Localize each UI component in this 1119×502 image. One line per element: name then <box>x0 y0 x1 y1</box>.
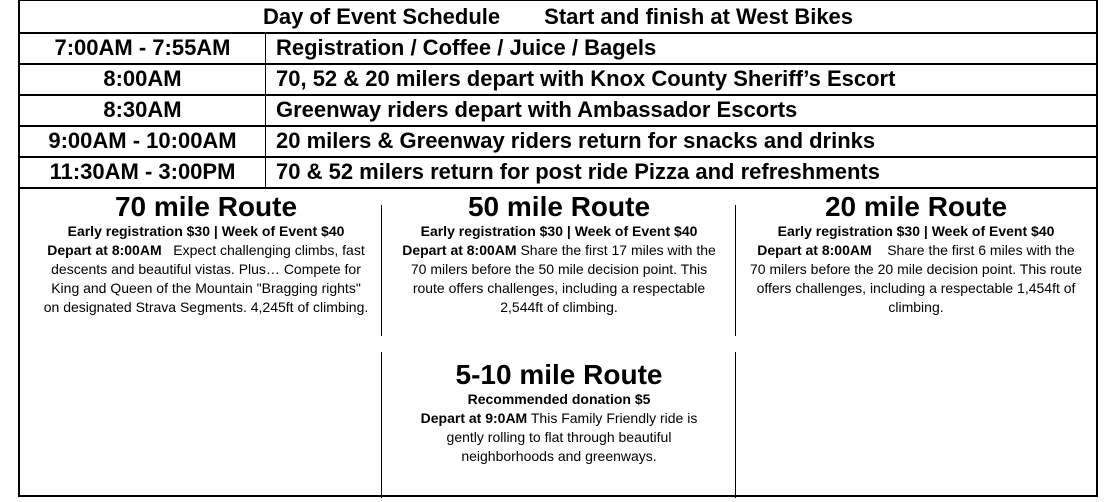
route-divider <box>735 352 736 498</box>
schedule-subtitle: Start and finish at West Bikes <box>544 3 854 29</box>
schedule-time: 11:30AM - 3:00PM <box>20 156 266 187</box>
route-title: 20 mile Route <box>824 191 1008 222</box>
route-description <box>388 409 730 466</box>
schedule-title: Day of Event Schedule <box>262 3 501 29</box>
route-depart: Depart at 8:00AM <box>402 242 517 258</box>
route-divider <box>735 205 736 336</box>
route-details: Expect challenging climbs, fast descents and beautiful vistas. Plus… Compete for King and Queen of the Mountain "Bragging rights" on designated Strava Segments. 4,245ft of climbing. <box>43 242 369 315</box>
schedule-time: 8:00AM <box>20 63 266 94</box>
route-details: Share the first 17 miles with the 70 milers before the 50 mile decision point. This route offers challenges, including a respectable 2,544ft of climbing. <box>410 242 720 315</box>
route-details: This Family Friendly ride is gently rolling to flat through beautiful neighborhoods and greenways. <box>446 410 702 464</box>
route-title: 50 mile Route <box>467 191 651 222</box>
route-50-mile <box>388 192 730 317</box>
route-title: 70 mile Route <box>114 191 298 222</box>
schedule-time: 9:00AM - 10:00AM <box>20 125 266 156</box>
schedule-time: 8:30AM <box>20 94 266 125</box>
route-details: Share the first 6 miles with the 70 milers before the 20 mile decision point. This route offers challenges, including a respectable 1,454ft of climbing. <box>749 242 1086 315</box>
route-divider <box>381 352 382 498</box>
schedule-row <box>20 156 1096 189</box>
route-pricing: Recommended donation $5 <box>467 391 651 407</box>
route-depart: Depart at 8:00AM <box>757 242 872 258</box>
route-5-10-mile <box>388 360 730 466</box>
route-title: 5-10 mile Route <box>455 359 663 390</box>
schedule-time: 7:00AM - 7:55AM <box>20 32 266 63</box>
route-depart: Depart at 9:0AM <box>420 410 528 426</box>
schedule-row <box>20 32 1096 65</box>
schedule-row <box>20 63 1096 96</box>
route-description <box>28 241 384 317</box>
schedule-description: 70, 52 & 20 milers depart with Knox County Sheriff’s Escort <box>276 65 896 91</box>
route-pricing: Early registration $30 | Week of Event $40 <box>420 223 698 239</box>
schedule-row <box>20 125 1096 158</box>
route-description <box>388 241 730 317</box>
route-pricing: Early registration $30 | Week of Event $40 <box>67 223 345 239</box>
schedule-description: 70 & 52 milers return for post ride Pizza and refreshments <box>276 158 880 184</box>
schedule-header <box>20 1 1096 34</box>
route-70-mile <box>28 192 384 317</box>
route-depart: Depart at 8:00AM <box>47 242 162 258</box>
schedule-description: Registration / Coffee / Juice / Bagels <box>276 34 657 60</box>
route-20-mile <box>740 192 1092 317</box>
schedule-description: Greenway riders depart with Ambassador Escorts <box>276 96 798 122</box>
route-pricing: Early registration $30 | Week of Event $40 <box>777 223 1055 239</box>
schedule-description: 20 milers & Greenway riders return for snacks and drinks <box>276 127 876 153</box>
route-description <box>740 241 1092 317</box>
schedule-frame <box>18 0 1098 497</box>
schedule-row <box>20 94 1096 127</box>
